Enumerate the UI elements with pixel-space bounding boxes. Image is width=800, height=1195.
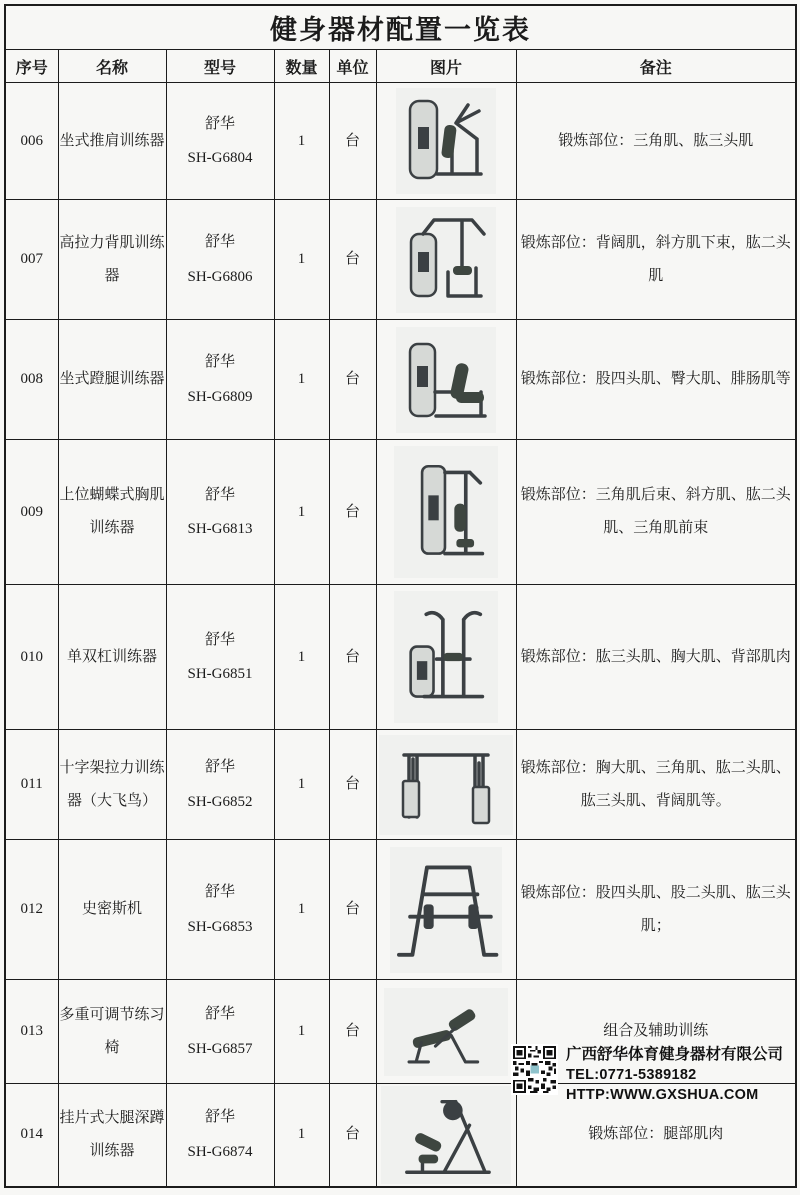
cell-remark: 锻炼部位：腿部肌肉 <box>516 1084 796 1187</box>
column-header-unit: 单位 <box>329 50 376 83</box>
cell-quantity: 1 <box>274 200 329 320</box>
cell-unit: 台 <box>329 1084 376 1187</box>
cell-remark: 锻炼部位：背阔肌，斜方肌下束，肱二头肌 <box>516 200 796 320</box>
cell-name: 挂片式大腿深蹲训练器 <box>58 1084 166 1187</box>
brand-text: 舒华 <box>204 115 235 132</box>
cell-serial: 009 <box>5 440 58 585</box>
plate-loaded-hack-squat-photo <box>376 1084 516 1187</box>
cell-serial: 006 <box>5 83 58 200</box>
cell-unit: 台 <box>329 585 376 730</box>
brand-text: 舒华 <box>204 1109 235 1126</box>
equipment-table <box>4 4 797 1188</box>
column-header-model: 型号 <box>166 50 274 83</box>
cell-model <box>166 440 274 585</box>
model-text: SH-G6804 <box>187 150 253 166</box>
cell-remark: 锻炼部位：三角肌、肱三头肌 <box>516 83 796 200</box>
adjustable-bench-photo <box>376 980 516 1084</box>
model-text: SH-G6809 <box>187 388 253 405</box>
table-row <box>5 83 796 200</box>
cell-quantity: 1 <box>274 1084 329 1187</box>
cell-name: 十字架拉力训练器（大飞鸟） <box>58 730 166 840</box>
column-header-remark: 备注 <box>516 50 796 83</box>
column-header-quantity: 数量 <box>274 50 329 83</box>
header-row <box>5 50 796 83</box>
model-text: SH-G6857 <box>187 1040 253 1057</box>
brand-text: 舒华 <box>204 486 235 503</box>
cell-remark: 锻炼部位：股四头肌、臀大肌、腓肠肌等 <box>516 320 796 440</box>
cell-serial: 007 <box>5 200 58 320</box>
cell-quantity: 1 <box>274 585 329 730</box>
cell-serial: 012 <box>5 840 58 980</box>
cell-remark: 锻炼部位：胸大肌、三角肌、肱二头肌、肱三头肌、背阔肌等。 <box>516 730 796 840</box>
cell-name: 上位蝴蝶式胸肌训练器 <box>58 440 166 585</box>
cell-model <box>166 1084 274 1187</box>
model-text: SH-G6852 <box>187 793 253 810</box>
cell-unit: 台 <box>329 440 376 585</box>
table-row <box>5 730 796 840</box>
cell-name: 单双杠训练器 <box>58 585 166 730</box>
qr-code-icon <box>511 1044 558 1095</box>
model-text: SH-G6851 <box>187 666 253 682</box>
column-header-serial: 序号 <box>5 50 58 83</box>
cell-name: 史密斯机 <box>58 840 166 980</box>
cell-unit: 台 <box>329 83 376 200</box>
table-row <box>5 840 796 980</box>
cell-serial: 010 <box>5 585 58 730</box>
brand-text: 舒华 <box>204 884 235 900</box>
cell-serial: 011 <box>5 730 58 840</box>
cell-quantity: 1 <box>274 840 329 980</box>
cell-unit: 台 <box>329 980 376 1084</box>
cell-remark: 锻炼部位：三角肌后束、斜方肌、肱二头肌、三角肌前束 <box>516 440 796 585</box>
cell-model <box>166 200 274 320</box>
cell-name: 高拉力背肌训练器 <box>58 200 166 320</box>
cell-unit: 台 <box>329 840 376 980</box>
title-row <box>5 5 796 50</box>
model-text: SH-G6853 <box>187 918 253 935</box>
supplier-watermark <box>511 1044 797 1105</box>
cell-unit: 台 <box>329 200 376 320</box>
cell-quantity: 1 <box>274 980 329 1084</box>
cell-remark: 锻炼部位：肱三头肌、胸大肌、背部肌肉 <box>516 585 796 730</box>
cell-remark: 锻炼部位：股四头肌、股二头肌、肱三头肌； <box>516 840 796 980</box>
shoulder-press-machine-photo <box>376 83 516 200</box>
supplier-website: HTTP:WWW.GXSHUA.COM <box>566 1087 759 1103</box>
brand-text: 舒华 <box>204 759 235 775</box>
page-title: 健身器材配置一览表 <box>5 5 796 50</box>
model-text: SH-G6813 <box>187 521 253 537</box>
column-header-name: 名称 <box>58 50 166 83</box>
model-text: SH-G6874 <box>187 1143 253 1160</box>
brand-text: 舒华 <box>204 354 235 370</box>
lat-pulldown-machine-photo <box>376 200 516 320</box>
cell-model <box>166 840 274 980</box>
cell-unit: 台 <box>329 320 376 440</box>
model-text: SH-G6806 <box>187 268 253 285</box>
smith-machine-photo <box>376 840 516 980</box>
cell-unit: 台 <box>329 730 376 840</box>
cell-serial: 008 <box>5 320 58 440</box>
table-row <box>5 440 796 585</box>
supplier-company-name: 广西舒华体育健身器材有限公司 <box>566 1046 784 1063</box>
pec-fly-machine-photo <box>376 440 516 585</box>
cell-model <box>166 730 274 840</box>
cell-serial: 014 <box>5 1084 58 1187</box>
cell-name: 多重可调节练习椅 <box>58 980 166 1084</box>
table-row <box>5 320 796 440</box>
table-row <box>5 200 796 320</box>
brand-text: 舒华 <box>204 1006 235 1022</box>
supplier-info <box>566 1044 783 1105</box>
cable-crossover-machine-photo <box>376 730 516 840</box>
cell-quantity: 1 <box>274 83 329 200</box>
supplier-phone: TEL:0771-5389182 <box>566 1067 697 1083</box>
cell-model <box>166 980 274 1084</box>
cell-quantity: 1 <box>274 320 329 440</box>
cell-quantity: 1 <box>274 730 329 840</box>
cell-remark: 组合及辅助训练 <box>516 980 796 1084</box>
table-row <box>5 585 796 730</box>
column-header-image: 图片 <box>376 50 516 83</box>
cell-model <box>166 83 274 200</box>
dip-chin-assist-machine-photo <box>376 585 516 730</box>
cell-quantity: 1 <box>274 440 329 585</box>
cell-model <box>166 320 274 440</box>
seated-leg-press-machine-photo <box>376 320 516 440</box>
cell-model <box>166 585 274 730</box>
brand-text: 舒华 <box>204 631 235 648</box>
cell-name: 坐式蹬腿训练器 <box>58 320 166 440</box>
cell-name: 坐式推肩训练器 <box>58 83 166 200</box>
brand-text: 舒华 <box>204 234 235 250</box>
cell-serial: 013 <box>5 980 58 1084</box>
